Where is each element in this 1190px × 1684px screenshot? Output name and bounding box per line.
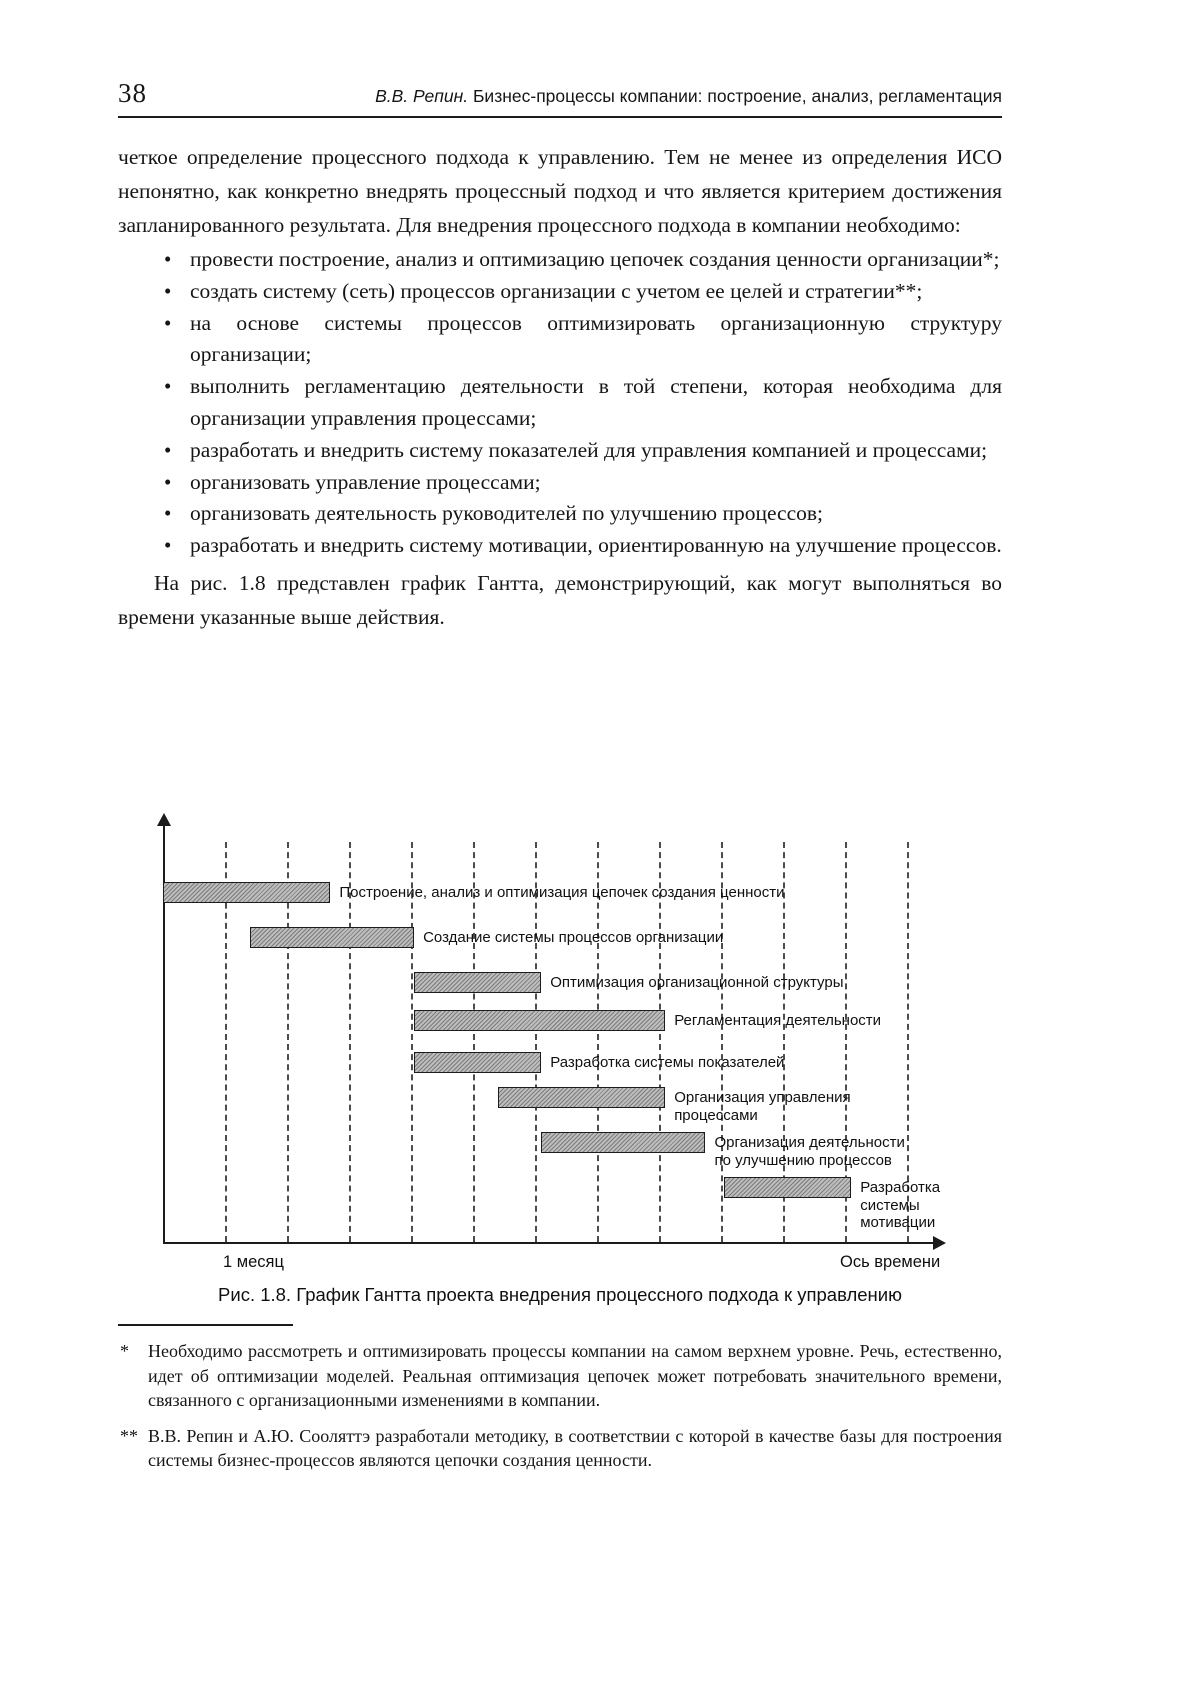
gantt-bar-label: Организация деятельности по улучшению процессов <box>714 1134 905 1169</box>
footnote-separator <box>118 1324 293 1326</box>
gantt-bar-label: Построение, анализ и оптимизация цепочек создания ценности <box>339 884 785 901</box>
gantt-bar <box>498 1087 665 1108</box>
footnote-text: Необходимо рассмотреть и оптимизировать процессы компании на самом верхнем уровне. Речь, естественно, идет об оптимизации моделей. Реальная оптимизация цепочек может потребовать значительного времени, связанного с организационными изменениями в компании. <box>148 1341 1002 1411</box>
gantt-chart <box>128 812 1048 1282</box>
footnote <box>118 1339 1002 1413</box>
axis-label-first-month: 1 месяц <box>223 1253 284 1271</box>
running-title <box>375 86 1002 107</box>
requirement-item: • провести построение, анализ и оптимизацию цепочек создания ценности организации*; <box>118 244 1002 276</box>
gantt-bar <box>250 927 414 948</box>
gantt-y-axis-arrow-icon <box>157 813 171 826</box>
month-gridline <box>535 842 537 1242</box>
requirement-item: • создать систему (сеть) процессов организации с учетом ее целей и стратегии**; <box>118 276 1002 308</box>
requirements-list <box>118 244 1002 562</box>
month-gridline <box>721 842 723 1242</box>
gantt-bar <box>414 1010 665 1031</box>
footnotes <box>118 1324 1002 1484</box>
footnote-marker: ** <box>120 1425 138 1446</box>
figure-caption: Рис. 1.8. График Гантта проекта внедрения процессного подхода к управлению <box>218 1284 902 1305</box>
gantt-bar <box>163 882 330 903</box>
intro-paragraph: четкое определение процессного подхода к управлению. Тем не менее из определения ИСО непонятно, как конкретно внедрять процессный подход и что является критерием достижения запланированного результата. Для внедрения процессного подхода в компании необходимо: <box>118 145 1002 237</box>
requirement-item: • организовать управление процессами; <box>118 467 1002 499</box>
month-gridline <box>411 842 413 1242</box>
page-header <box>118 78 1002 118</box>
gantt-bar-label: Регламентация деятельности <box>674 1012 882 1029</box>
requirement-item: • выполнить регламентацию деятельности в той степени, которая необходима для организации управления процессами; <box>118 371 1002 435</box>
page-number: 38 <box>118 78 147 108</box>
footnote-text: В.В. Репин и А.Ю. Сооляттэ разработали методику, в соответствии с которой в качестве базы для построения системы бизнес-процессов являются цепочки создания ценности. <box>148 1425 1002 1471</box>
gantt-time-axis-arrow-icon <box>933 1236 946 1250</box>
requirement-item: • на основе системы процессов оптимизировать организационную структуру организации; <box>118 308 1002 372</box>
month-gridline <box>349 842 351 1242</box>
gantt-bar-label: Оптимизация организационной структуры <box>550 974 844 991</box>
axis-label-time: Ось времени <box>840 1253 941 1271</box>
gantt-bar <box>724 1177 851 1198</box>
running-title-text: Бизнес-процессы компании: построение, анализ, регламентация <box>468 86 1002 106</box>
running-title-author: В.В. Репин. <box>375 86 469 106</box>
requirement-item: • организовать деятельность руководителей по улучшению процессов; <box>118 498 1002 530</box>
gantt-bar-label: Создание системы процессов организации <box>423 929 724 946</box>
requirement-item: • разработать и внедрить систему мотивации, ориентированную на улучшение процессов. <box>118 530 1002 562</box>
gantt-bar <box>541 1132 705 1153</box>
gantt-bar <box>414 972 541 993</box>
gantt-bar-label: Организация управления процессами <box>674 1089 851 1124</box>
gantt-time-axis <box>163 1242 935 1244</box>
footnote <box>118 1424 1002 1473</box>
footnote-marker: * <box>120 1341 129 1361</box>
month-gridline <box>659 842 661 1242</box>
gantt-bar <box>414 1052 541 1073</box>
gantt-bar-label: Разработка системы показателей <box>550 1054 785 1071</box>
month-gridline <box>473 842 475 1242</box>
requirement-item: • разработать и внедрить систему показателей для управления компанией и процессами; <box>118 435 1002 467</box>
body-text <box>118 140 1002 634</box>
gantt-bar-label: Разработка системы мотивации <box>860 1179 941 1231</box>
month-gridline <box>597 842 599 1242</box>
figure-reference-paragraph: На рис. 1.8 представлен график Гантта, демонстрирующий, как могут выполняться во времени указанные выше действия. <box>118 570 1002 629</box>
